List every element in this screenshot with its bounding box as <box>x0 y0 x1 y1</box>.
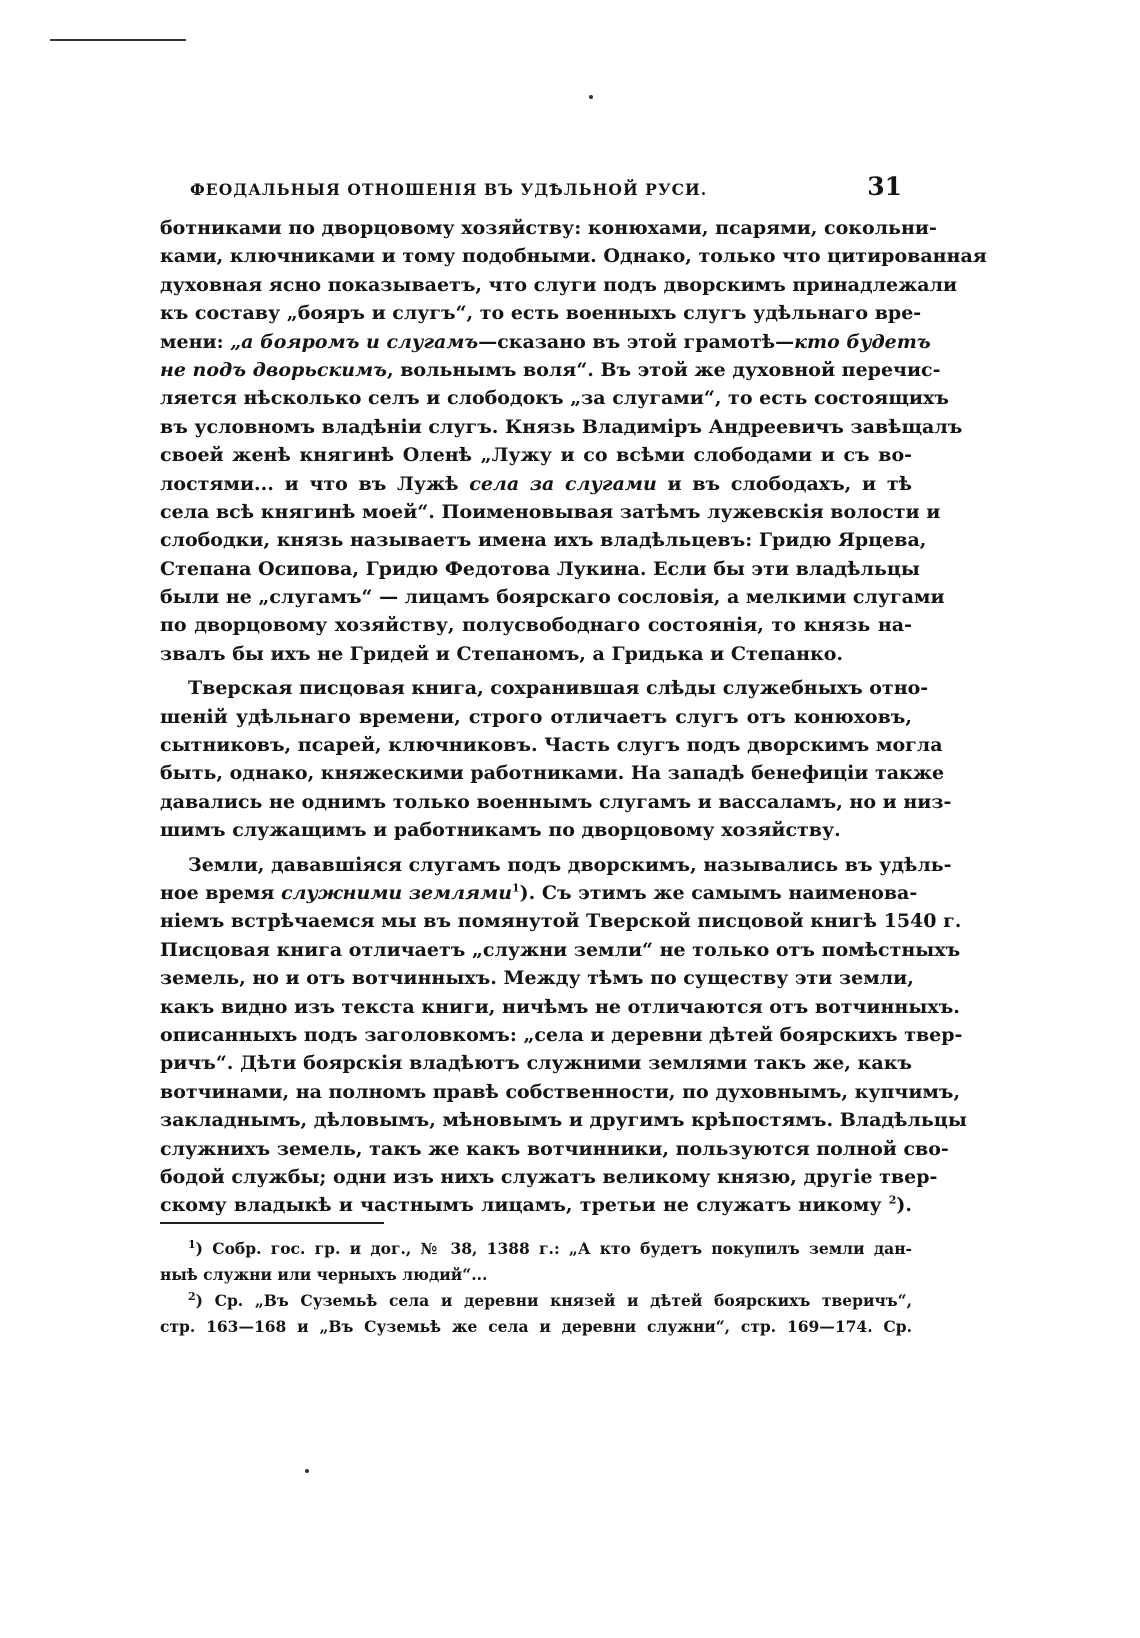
footnote-marker: 2 <box>188 1289 196 1303</box>
text-run: и въ слободахъ, и тѣ <box>656 472 912 495</box>
text-line: ніемъ встрѣчаемся мы въ помянутой Тверской писцовой книгѣ 1540 г. <box>160 910 962 933</box>
text-line: быть, однако, княжескими работниками. На западѣ бенефиціи также <box>160 762 945 785</box>
text-line: шимъ служащимъ и работникамъ по дворцовому хозяйству. <box>160 819 841 842</box>
footnote-text: ) Ср. „Въ Суземьѣ села и деревни князей и дѣтей боярскихъ тверичъ“, <box>195 1291 912 1310</box>
text-line: сытниковъ, псарей, ключниковъ. Часть слугъ подъ дворскимъ могла <box>160 734 943 757</box>
print-speck <box>305 1469 309 1473</box>
text-run: ). Съ этимъ же самымъ наименова- <box>519 881 918 904</box>
text-line: по дворцовому хозяйству, полусвободнаго состоянія, то князь на- <box>160 614 912 637</box>
text-line: служнихъ земель, такъ же какъ вотчинники, пользуются полной сво- <box>160 1137 949 1160</box>
quoted-italic: „а бояромъ и слугамъ <box>230 330 479 353</box>
footnote-line <box>160 1236 912 1262</box>
text-line: ляется нѣсколько селъ и слободокъ „за слугами“, то есть состоящихъ <box>160 387 949 410</box>
page-header <box>190 172 930 206</box>
text-line: въ условномъ владѣніи слугъ. Князь Владиміръ Андреевичъ завѣщалъ <box>160 415 963 438</box>
print-speck <box>589 95 593 99</box>
text-line: земель, но и отъ вотчинныхъ. Между тѣмъ по существу эти земли, <box>160 967 914 990</box>
text-line: села всѣ княгинѣ моей“. Поименовывая затѣмъ лужевскія волости и <box>160 500 941 523</box>
top-left-rule <box>50 39 186 41</box>
footnote-ref: 1 <box>512 881 520 895</box>
quoted-italic: кто будетъ <box>794 330 931 353</box>
text-line: закладнымъ, дѣловымъ, мѣновымъ и другимъ крѣпостямъ. Владѣльцы <box>160 1109 967 1132</box>
text-line: Земли, дававшіяся слугамъ подъ дворскимъ, назывались въ удѣль- <box>188 853 952 876</box>
quoted-italic: села за слугами <box>469 472 657 495</box>
page-number: 31 <box>867 172 902 201</box>
text-line: духовная ясно показываетъ, что слуги подъ дворскимъ принадлежали <box>160 273 958 296</box>
text-run: ное время <box>160 881 282 904</box>
text-run: , вольнымъ воля“. Въ этой же духовной перечис- <box>386 358 941 381</box>
text-line <box>160 328 931 356</box>
running-head: ФЕОДАЛЬНЫЯ ОТНОШЕНІЯ ВЪ УДѢЛЬНОЙ РУСИ. <box>190 180 708 199</box>
text-line: описанныхъ подъ заголовкомъ: „села и деревни дѣтей боярскихъ твер- <box>160 1023 963 1046</box>
footnote-ref: 2 <box>888 1193 897 1207</box>
text-line: Тверская писцовая книга, сохранившая слѣды служебныхъ отно- <box>188 677 929 700</box>
text-line: слободки, князь называетъ имена ихъ владѣльцевъ: Гридю Ярцева, <box>160 529 927 552</box>
text-line: Степана Осипова, Гридю Федотова Лукина. Если бы эти владѣльцы <box>160 557 920 580</box>
text-run: —сказано въ этой грамотѣ— <box>478 330 795 353</box>
footnotes <box>160 1236 912 1340</box>
footnote-line: стр. 163—168 и „Въ Суземьѣ же села и деревни служни“, стр. 169—174. Ср. <box>160 1317 912 1336</box>
quoted-italic: не подъ дворьскимъ <box>160 358 387 381</box>
text-line <box>160 879 918 907</box>
text-line: Писцовая книга отличаетъ „служни земли“ не только отъ помѣстныхъ <box>160 938 961 961</box>
footnote-marker: 1 <box>188 1237 196 1251</box>
text-line: къ составу „бояръ и слугъ“, то есть военныхъ слугъ удѣльнаго вре- <box>160 302 922 325</box>
text-line: вотчинами, на полномъ правѣ собственности, по духовнымъ, купчимъ, <box>160 1080 961 1103</box>
text-run: ). <box>896 1194 912 1217</box>
text-line: звалъ бы ихъ не Гридей и Степаномъ, а Гридька и Степанко. <box>160 642 843 665</box>
footnote-text: ) Собр. гос. гр. и дог., № 38, 1388 г.: „А кто будетъ покупилъ земли дан- <box>195 1239 912 1258</box>
footnote-line <box>160 1288 912 1314</box>
text-line <box>160 1191 912 1219</box>
text-line: ричъ“. Дѣти боярскія владѣютъ служними землями такъ же, какъ <box>160 1052 912 1075</box>
text-line <box>160 356 941 384</box>
text-line <box>160 470 912 498</box>
footnote-rule <box>160 1222 384 1224</box>
text-line: ками, ключниками и тому подобными. Однако, только что цитированная <box>160 245 987 268</box>
text-line: своей женѣ княгинѣ Оленѣ „Лужу и со всѣми слободами и съ во- <box>160 444 912 467</box>
quoted-italic: служними землями <box>281 881 513 904</box>
text-line: какъ видно изъ текста книги, ничѣмъ не отличаются отъ вотчинныхъ. <box>160 995 960 1018</box>
text-line: были не „слугамъ“ — лицамъ боярскаго сословія, а мелкими слугами <box>160 586 945 609</box>
footnote-line: ныѣ служни или черныхъ людий“... <box>160 1265 488 1284</box>
text-line: бодой службы; одни изъ нихъ служатъ великому князю, другіе твер- <box>160 1165 938 1188</box>
text-line: давались не однимъ только военнымъ слугамъ и вассаламъ, но и низ- <box>160 790 952 813</box>
main-text <box>160 214 987 1220</box>
text-run: мени: <box>160 330 231 353</box>
text-line: шеній удѣльнаго времени, строго отличаетъ слугъ отъ конюховъ, <box>160 705 912 728</box>
text-line: ботниками по дворцовому хозяйству: конюхами, псарями, сокольни- <box>160 217 937 239</box>
text-run: скому владыкѣ и частнымъ лицамъ, третьи не служатъ никому <box>160 1194 889 1217</box>
text-run: лостями... и что въ Лужѣ <box>160 472 470 495</box>
